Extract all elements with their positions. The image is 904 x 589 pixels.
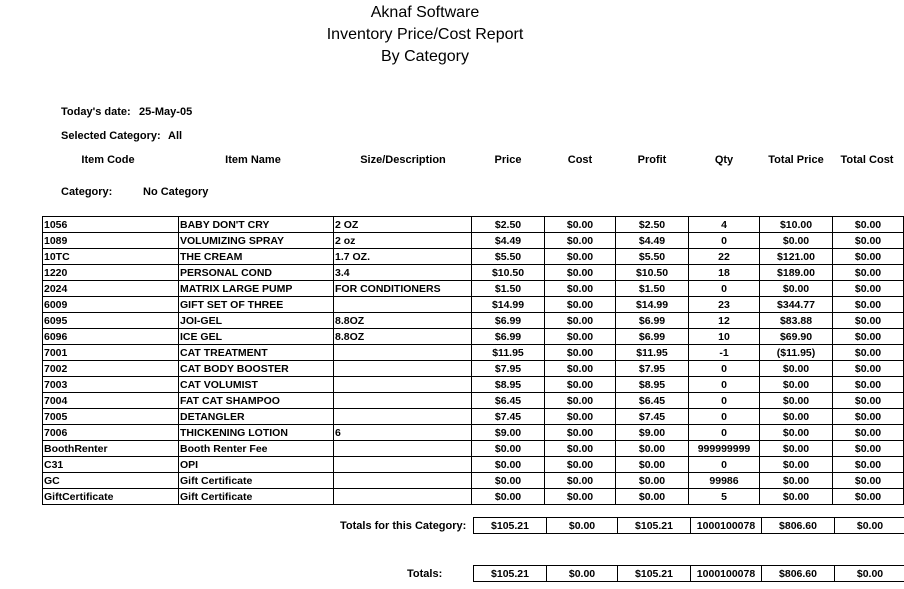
qty-cell: 18 xyxy=(689,265,760,281)
total-cost-cell: $0.00 xyxy=(833,329,904,345)
table-row xyxy=(43,441,904,457)
cost-cell: $0.00 xyxy=(545,265,616,281)
column-header-item-name: Item Name xyxy=(225,154,281,166)
total-cost-cell: $0.00 xyxy=(833,473,904,489)
table-row xyxy=(43,409,904,425)
price-cell: $0.00 xyxy=(472,489,545,505)
cost-cell: $0.00 xyxy=(545,233,616,249)
table-row xyxy=(43,233,904,249)
total-price-cell: $0.00 xyxy=(760,233,833,249)
total-price-cell: $0.00 xyxy=(760,441,833,457)
table-row xyxy=(43,473,904,489)
item-name-cell: JOI-GEL xyxy=(179,313,334,329)
cost-total-cell: $0.00 xyxy=(547,518,618,534)
profit-cell: $10.50 xyxy=(616,265,689,281)
profit-cell: $6.99 xyxy=(616,313,689,329)
item-name-cell: BABY DON'T CRY xyxy=(179,217,334,233)
total-cost-total-cell: $0.00 xyxy=(835,566,904,582)
column-header-qty: Qty xyxy=(714,154,734,166)
price-cell: $11.95 xyxy=(472,345,545,361)
category-totals-row xyxy=(474,518,904,534)
item-code-cell: GiftCertificate xyxy=(43,489,179,505)
price-cell: $6.45 xyxy=(472,393,545,409)
qty-cell: 0 xyxy=(689,377,760,393)
item-name-cell: ICE GEL xyxy=(179,329,334,345)
total-cost-total-cell: $0.00 xyxy=(835,518,904,534)
price-cell: $4.49 xyxy=(472,233,545,249)
cost-cell: $0.00 xyxy=(545,329,616,345)
size-description-cell: 8.8OZ xyxy=(334,329,472,345)
total-price-cell: $0.00 xyxy=(760,489,833,505)
item-code-cell: 6095 xyxy=(43,313,179,329)
qty-cell: 999999999 xyxy=(689,441,760,457)
total-cost-cell: $0.00 xyxy=(833,489,904,505)
profit-cell: $9.00 xyxy=(616,425,689,441)
size-description-cell: 2 OZ xyxy=(334,217,472,233)
qty-cell: 0 xyxy=(689,393,760,409)
price-cell: $5.50 xyxy=(472,249,545,265)
total-price-total-cell: $806.60 xyxy=(762,566,835,582)
item-code-cell: 6096 xyxy=(43,329,179,345)
item-code-cell: 2024 xyxy=(43,281,179,297)
table-row xyxy=(43,425,904,441)
table-row xyxy=(43,393,904,409)
price-cell: $10.50 xyxy=(472,265,545,281)
total-price-cell: $10.00 xyxy=(760,217,833,233)
item-code-cell: C31 xyxy=(43,457,179,473)
total-cost-cell: $0.00 xyxy=(833,233,904,249)
item-code-cell: GC xyxy=(43,473,179,489)
grand-totals-row xyxy=(474,566,904,582)
size-description-cell: 8.8OZ xyxy=(334,313,472,329)
item-code-cell: 7001 xyxy=(43,345,179,361)
size-description-cell xyxy=(334,393,472,409)
qty-cell: 4 xyxy=(689,217,760,233)
item-code-cell: BoothRenter xyxy=(43,441,179,457)
size-description-cell: FOR CONDITIONERS xyxy=(334,281,472,297)
price-cell: $6.99 xyxy=(472,313,545,329)
item-code-cell: 1089 xyxy=(43,233,179,249)
item-code-cell: 7002 xyxy=(43,361,179,377)
size-description-cell: 3.4 xyxy=(334,265,472,281)
table-row xyxy=(43,329,904,345)
category-label: Category: xyxy=(61,186,113,198)
qty-cell: 0 xyxy=(689,361,760,377)
column-header-price: Price xyxy=(494,154,522,166)
item-code-cell: 6009 xyxy=(43,297,179,313)
item-name-cell: PERSONAL COND xyxy=(179,265,334,281)
size-description-cell xyxy=(334,409,472,425)
profit-cell: $0.00 xyxy=(616,457,689,473)
total-price-cell: $0.00 xyxy=(760,361,833,377)
total-price-cell: $0.00 xyxy=(760,457,833,473)
price-cell: $7.95 xyxy=(472,361,545,377)
size-description-cell: 1.7 OZ. xyxy=(334,249,472,265)
price-cell: $6.99 xyxy=(472,329,545,345)
total-cost-cell: $0.00 xyxy=(833,393,904,409)
cost-cell: $0.00 xyxy=(545,217,616,233)
qty-cell: 0 xyxy=(689,281,760,297)
profit-cell: $1.50 xyxy=(616,281,689,297)
item-code-cell: 7004 xyxy=(43,393,179,409)
column-header-total-price: Total Price xyxy=(768,154,824,166)
total-price-cell: $0.00 xyxy=(760,393,833,409)
qty-cell: -1 xyxy=(689,345,760,361)
table-row xyxy=(43,249,904,265)
item-name-cell: CAT VOLUMIST xyxy=(179,377,334,393)
item-code-cell: 1220 xyxy=(43,265,179,281)
qty-total-cell: 1000100078 xyxy=(691,566,762,582)
item-name-cell: Gift Certificate xyxy=(179,473,334,489)
column-header-profit: Profit xyxy=(637,154,667,166)
qty-cell: 5 xyxy=(689,489,760,505)
total-price-cell: $0.00 xyxy=(760,425,833,441)
todays-date-value: 25-May-05 xyxy=(139,106,193,118)
cost-cell: $0.00 xyxy=(545,249,616,265)
cost-cell: $0.00 xyxy=(545,425,616,441)
size-description-cell xyxy=(334,457,472,473)
report-title: Inventory Price/Cost Report xyxy=(326,26,524,43)
cost-cell: $0.00 xyxy=(545,489,616,505)
price-cell: $2.50 xyxy=(472,217,545,233)
profit-cell: $0.00 xyxy=(616,441,689,457)
item-name-cell: DETANGLER xyxy=(179,409,334,425)
item-name-cell: CAT TREATMENT xyxy=(179,345,334,361)
cost-cell: $0.00 xyxy=(545,409,616,425)
item-name-cell: MATRIX LARGE PUMP xyxy=(179,281,334,297)
qty-cell: 0 xyxy=(689,425,760,441)
grand-totals-table xyxy=(473,565,904,582)
size-description-cell xyxy=(334,297,472,313)
cost-cell: $0.00 xyxy=(545,361,616,377)
table-row xyxy=(43,489,904,505)
table-row xyxy=(43,313,904,329)
size-description-cell xyxy=(334,489,472,505)
table-row xyxy=(43,361,904,377)
report-subtitle: By Category xyxy=(380,48,470,65)
profit-cell: $2.50 xyxy=(616,217,689,233)
profit-cell: $4.49 xyxy=(616,233,689,249)
item-code-cell: 10TC xyxy=(43,249,179,265)
size-description-cell xyxy=(334,441,472,457)
qty-cell: 10 xyxy=(689,329,760,345)
item-name-cell: GIFT SET OF THREE xyxy=(179,297,334,313)
total-cost-cell: $0.00 xyxy=(833,377,904,393)
size-description-cell xyxy=(334,377,472,393)
item-name-cell: VOLUMIZING SPRAY xyxy=(179,233,334,249)
profit-cell: $0.00 xyxy=(616,473,689,489)
item-name-cell: CAT BODY BOOSTER xyxy=(179,361,334,377)
cost-cell: $0.00 xyxy=(545,473,616,489)
price-cell: $0.00 xyxy=(472,457,545,473)
total-cost-cell: $0.00 xyxy=(833,249,904,265)
qty-cell: 12 xyxy=(689,313,760,329)
profit-cell: $5.50 xyxy=(616,249,689,265)
total-price-cell: $83.88 xyxy=(760,313,833,329)
total-cost-cell: $0.00 xyxy=(833,313,904,329)
size-description-cell xyxy=(334,345,472,361)
items-table xyxy=(42,216,904,505)
size-description-cell: 2 oz xyxy=(334,233,472,249)
total-cost-cell: $0.00 xyxy=(833,265,904,281)
total-price-cell: $0.00 xyxy=(760,281,833,297)
size-description-cell xyxy=(334,361,472,377)
selected-category-value: All xyxy=(168,130,183,142)
price-cell: $8.95 xyxy=(472,377,545,393)
item-name-cell: Booth Renter Fee xyxy=(179,441,334,457)
profit-cell: $6.99 xyxy=(616,329,689,345)
size-description-cell: 6 xyxy=(334,425,472,441)
price-total-cell: $105.21 xyxy=(474,518,547,534)
table-row xyxy=(43,377,904,393)
profit-cell: $7.45 xyxy=(616,409,689,425)
profit-cell: $6.45 xyxy=(616,393,689,409)
total-price-cell: $121.00 xyxy=(760,249,833,265)
cost-cell: $0.00 xyxy=(545,281,616,297)
grand-totals-label: Totals: xyxy=(407,568,443,580)
item-name-cell: THICKENING LOTION xyxy=(179,425,334,441)
cost-cell: $0.00 xyxy=(545,377,616,393)
profit-cell: $7.95 xyxy=(616,361,689,377)
total-cost-cell: $0.00 xyxy=(833,425,904,441)
item-name-cell: FAT CAT SHAMPOO xyxy=(179,393,334,409)
price-cell: $0.00 xyxy=(472,441,545,457)
qty-cell: 99986 xyxy=(689,473,760,489)
total-price-cell: $0.00 xyxy=(760,377,833,393)
total-cost-cell: $0.00 xyxy=(833,281,904,297)
profit-total-cell: $105.21 xyxy=(618,518,691,534)
item-name-cell: THE CREAM xyxy=(179,249,334,265)
category-totals-table xyxy=(473,517,904,534)
price-cell: $14.99 xyxy=(472,297,545,313)
total-cost-cell: $0.00 xyxy=(833,457,904,473)
profit-total-cell: $105.21 xyxy=(618,566,691,582)
total-price-cell: $0.00 xyxy=(760,409,833,425)
profit-cell: $0.00 xyxy=(616,489,689,505)
total-price-cell: $69.90 xyxy=(760,329,833,345)
table-row xyxy=(43,265,904,281)
profit-cell: $8.95 xyxy=(616,377,689,393)
qty-cell: 0 xyxy=(689,233,760,249)
item-code-cell: 1056 xyxy=(43,217,179,233)
total-cost-cell: $0.00 xyxy=(833,361,904,377)
qty-total-cell: 1000100078 xyxy=(691,518,762,534)
price-total-cell: $105.21 xyxy=(474,566,547,582)
total-cost-cell: $0.00 xyxy=(833,297,904,313)
size-description-cell xyxy=(334,473,472,489)
cost-cell: $0.00 xyxy=(545,313,616,329)
category-totals-label: Totals for this Category: xyxy=(340,520,467,532)
selected-category-label: Selected Category: xyxy=(61,130,161,142)
cost-cell: $0.00 xyxy=(545,457,616,473)
total-cost-cell: $0.00 xyxy=(833,441,904,457)
qty-cell: 0 xyxy=(689,409,760,425)
table-row xyxy=(43,281,904,297)
total-price-cell: $0.00 xyxy=(760,473,833,489)
profit-cell: $14.99 xyxy=(616,297,689,313)
cost-cell: $0.00 xyxy=(545,297,616,313)
table-row xyxy=(43,297,904,313)
qty-cell: 23 xyxy=(689,297,760,313)
qty-cell: 0 xyxy=(689,457,760,473)
cost-cell: $0.00 xyxy=(545,345,616,361)
total-price-cell: $189.00 xyxy=(760,265,833,281)
item-name-cell: OPI xyxy=(179,457,334,473)
category-name: No Category xyxy=(143,186,209,198)
item-code-cell: 7003 xyxy=(43,377,179,393)
item-code-cell: 7006 xyxy=(43,425,179,441)
qty-cell: 22 xyxy=(689,249,760,265)
column-header-item-code: Item Code xyxy=(81,154,135,166)
table-row xyxy=(43,457,904,473)
cost-total-cell: $0.00 xyxy=(547,566,618,582)
price-cell: $7.45 xyxy=(472,409,545,425)
column-header-total-cost: Total Cost xyxy=(840,154,894,166)
cost-cell: $0.00 xyxy=(545,441,616,457)
column-header-cost: Cost xyxy=(567,154,593,166)
item-code-cell: 7005 xyxy=(43,409,179,425)
price-cell: $1.50 xyxy=(472,281,545,297)
cost-cell: $0.00 xyxy=(545,393,616,409)
total-cost-cell: $0.00 xyxy=(833,409,904,425)
total-price-total-cell: $806.60 xyxy=(762,518,835,534)
price-cell: $9.00 xyxy=(472,425,545,441)
profit-cell: $11.95 xyxy=(616,345,689,361)
price-cell: $0.00 xyxy=(472,473,545,489)
total-price-cell: ($11.95) xyxy=(760,345,833,361)
item-name-cell: Gift Certificate xyxy=(179,489,334,505)
table-row xyxy=(43,217,904,233)
total-cost-cell: $0.00 xyxy=(833,217,904,233)
column-header-size: Size/Description xyxy=(360,154,446,166)
company-name: Aknaf Software xyxy=(370,4,480,21)
total-cost-cell: $0.00 xyxy=(833,345,904,361)
todays-date-label: Today's date: xyxy=(61,106,131,118)
total-price-cell: $344.77 xyxy=(760,297,833,313)
table-row xyxy=(43,345,904,361)
